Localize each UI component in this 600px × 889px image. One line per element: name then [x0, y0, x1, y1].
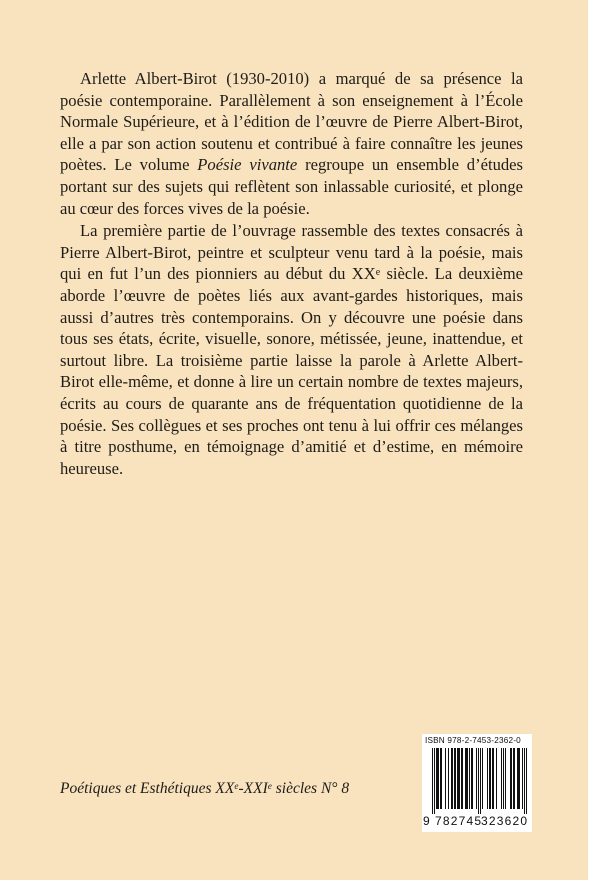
series-number: siècles N° 8: [271, 780, 350, 797]
barcode-bar: [451, 748, 452, 809]
blurb-text: [60, 68, 523, 479]
barcode-bar: [458, 748, 459, 809]
series-name-2: -XXI: [238, 780, 268, 797]
barcode-bar: [510, 748, 511, 809]
barcode-bar: [465, 748, 466, 809]
barcode-bar: [514, 748, 515, 809]
barcode-bar: [476, 748, 477, 809]
ean-right-group: 323620: [481, 814, 529, 828]
barcode-bar: [493, 748, 494, 809]
barcode-bar: [480, 748, 481, 814]
barcode-bar: [518, 748, 519, 809]
blurb-paragraph-2: [60, 220, 523, 479]
barcode-bar: [438, 748, 439, 809]
barcode-bar: [445, 748, 446, 809]
century-superscript: e: [375, 266, 381, 278]
barcode-bar: [519, 748, 520, 809]
barcode-bar: [461, 748, 462, 809]
barcode-bar: [437, 748, 438, 809]
barcode: [422, 734, 532, 832]
barcode-bar: [501, 748, 502, 809]
barcode-bar: [490, 748, 491, 809]
barcode-bar: [454, 748, 455, 809]
barcode-bar: [440, 748, 441, 809]
ean-left-group: 782745: [435, 814, 483, 828]
isbn-label: ISBN 978-2-7453-2362-0: [425, 736, 521, 745]
barcode-bar: [492, 748, 493, 809]
barcode-bar: [441, 748, 442, 809]
barcode-bar: [513, 748, 514, 809]
barcode-bar: [471, 748, 472, 809]
book-title: Poésie vivante: [197, 155, 298, 175]
blurb-p2-start: La première partie de l’ouvrage rassemble des textes consacrés à Pierre Albert-Birot, peintre et sculpteur venu tard à la poésie, mais qui en fut l’un des pionniers au début du XX: [60, 221, 523, 284]
ean-first-digit: 9: [423, 814, 430, 828]
barcode-bar: [452, 748, 453, 809]
barcode-bar: [522, 748, 523, 809]
barcode-bar: [434, 748, 435, 814]
series-superscript-1: e: [234, 781, 239, 792]
series-line: [60, 780, 349, 798]
barcode-bar: [448, 748, 449, 809]
barcode-bar: [432, 748, 433, 814]
barcode-bar: [524, 748, 525, 814]
barcode-bar: [459, 748, 460, 809]
barcode-bar: [455, 748, 456, 809]
blurb-p1-end: regroupe un ensemble d’études portant sur des sujets qui reflètent son inlassable curiosité, et plonge au cœur des forces vives de la poésie.: [60, 155, 523, 218]
barcode-bar: [469, 748, 470, 809]
barcode-bars: [424, 748, 530, 814]
barcode-bar: [496, 748, 497, 809]
barcode-bar: [457, 748, 458, 809]
barcode-bar: [517, 748, 518, 809]
blurb-p2-end: siècle. La deuxième aborde l’œuvre de poètes liés aux avant-gardes historiques, mais aussi d’autres très contemporains. On y découvre une poésie dans tous ses états, écrite, visuelle, sonore, métissée, jeune, inattendue, et surtout libre. La troisième partie laisse la parole à Arlette Albert-Birot elle-même, et donne à lire un certain nombre de textes majeurs, écrits au cours de quarante ans de fréquentation quotidienne de la poésie. Ses collègues et ses proches ont tenu à lui offrir ces mélanges à titre posthume, en témoignage d’amitié et d’estime, en mémoire heureuse.: [60, 264, 523, 478]
barcode-bar: [467, 748, 468, 809]
blurb-p1-start: Arlette Albert-Birot (1930-2010) a marqué de sa présence la poésie contemporaine. Parallèlement à son enseignement à l’École Normale Supérieure, et à l’édition de l’œuvre de Pierre Albert-Birot, elle a par son action soutenu et contribué à faire connaître les jeunes poètes. Le volume: [60, 69, 523, 175]
barcode-bar: [505, 748, 506, 809]
barcode-bar: [462, 748, 463, 809]
barcode-bar: [526, 748, 527, 814]
barcode-bar: [478, 748, 479, 814]
barcode-bar: [482, 748, 483, 809]
barcode-bar: [511, 748, 512, 809]
barcode-bar: [489, 748, 490, 809]
barcode-bar: [436, 748, 437, 809]
barcode-bar: [503, 748, 504, 809]
barcode-bar: [487, 748, 488, 809]
barcode-bar: [466, 748, 467, 809]
series-name: Poétiques et Esthétiques XX: [60, 780, 235, 797]
barcode-bar: [472, 748, 473, 809]
series-superscript-2: e: [267, 781, 272, 792]
blurb-paragraph-1: [60, 68, 523, 219]
